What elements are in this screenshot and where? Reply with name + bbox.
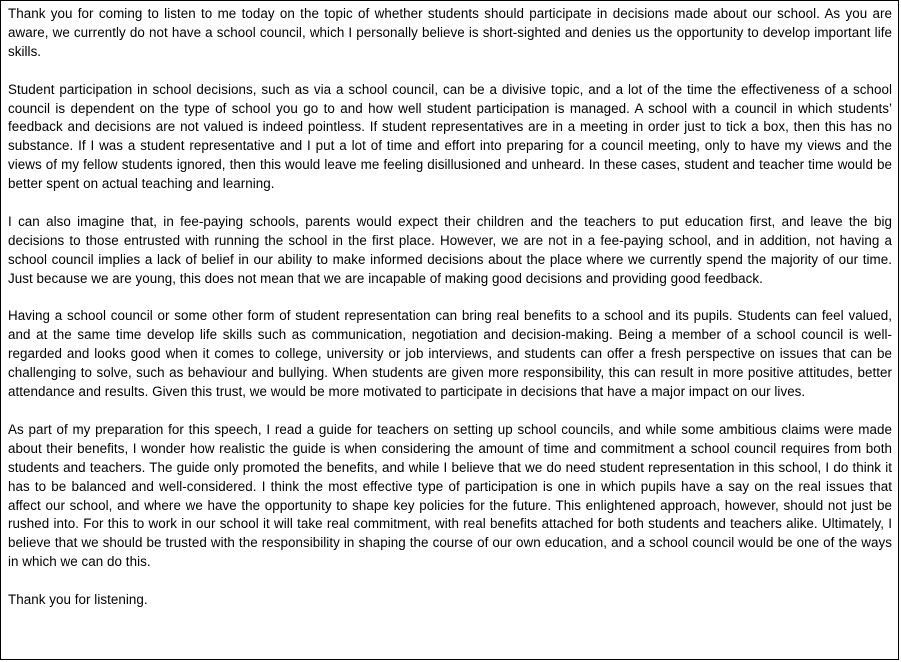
paragraph-divisive-topic: Student participation in school decisions, such as via a school council, can be a divisive topic, and a lot of the time the effectiveness of a school council is dependent on the type of school you go to and how well student participation is managed. A school with a council in which students’ feedback and decisions are not valued is indeed pointless. If student representatives are in a meeting in order just to tick a box, then this has no substance. If I was a student representative and I put a lot of time and effort into preparing for a council meeting, only to have my views and the views of my fellow students ignored, then this would leave me feeling disillusioned and unheard. In these cases, student and teacher time would be better spent on actual teaching and learning.: [8, 81, 892, 192]
paragraph-fee-paying-schools: I can also imagine that, in fee-paying schools, parents would expect their children and the teachers to put education first, and leave the big decisions to those entrusted with running the school in the first place. However, we are not in a fee-paying school, and in addition, not having a school council implies a lack of belief in our ability to make informed decisions about the place where we currently spend the majority of our time. Just because we are young, this does not mean that we are incapable of making good decisions and providing good feedback.: [8, 213, 892, 286]
paragraph-benefits: Having a school council or some other form of student representation can bring real benefits to a school and its pupils. Students can feel valued, and at the same time develop life skills such as communication, negotiation and decision-making. Being a member of a school council is well-regarded and looks good when it comes to college, university or job interviews, and students can offer a fresh perspective on issues that can be challenging to solve, such as behaviour and bullying. When students are given more responsibility, this can result in more positive attitudes, better attendance and results. Given this trust, we would be more motivated to participate in decisions that have a major impact on our lives.: [8, 308, 892, 400]
paragraph-closing: Thank you for listening.: [8, 592, 148, 608]
paragraph-guide-for-teachers: As part of my preparation for this speech, I read a guide for teachers on setting up school councils, and while some ambitious claims were made about their benefits, I wonder how realistic the guide is when considering the amount of time and commitment a school council requires from both students and teachers. The guide only promoted the benefits, and while I believe that we do need student representation in this school, I do think it has to be balanced and well-considered. I think the most effective type of participation is one in which pupils have a say on the real issues that affect our school, and where we have the opportunity to shape key policies for the future. This enlightened approach, however, should not just be rushed into. For this to work in our school it will take real commitment, with real benefits attached for both students and teachers alike. Ultimately, I believe that we should be trusted with the responsibility in shaping the course of our own education, and a school council would be one of the ways in which we can do this.: [8, 421, 892, 570]
paragraph-intro: Thank you for coming to listen to me today on the topic of whether students should participate in decisions made about our school. As you are aware, we currently do not have a school council, which I personally believe is short-sighted and denies us the opportunity to develop important life skills.: [8, 6, 892, 59]
speech-text: [1, 1, 898, 610]
